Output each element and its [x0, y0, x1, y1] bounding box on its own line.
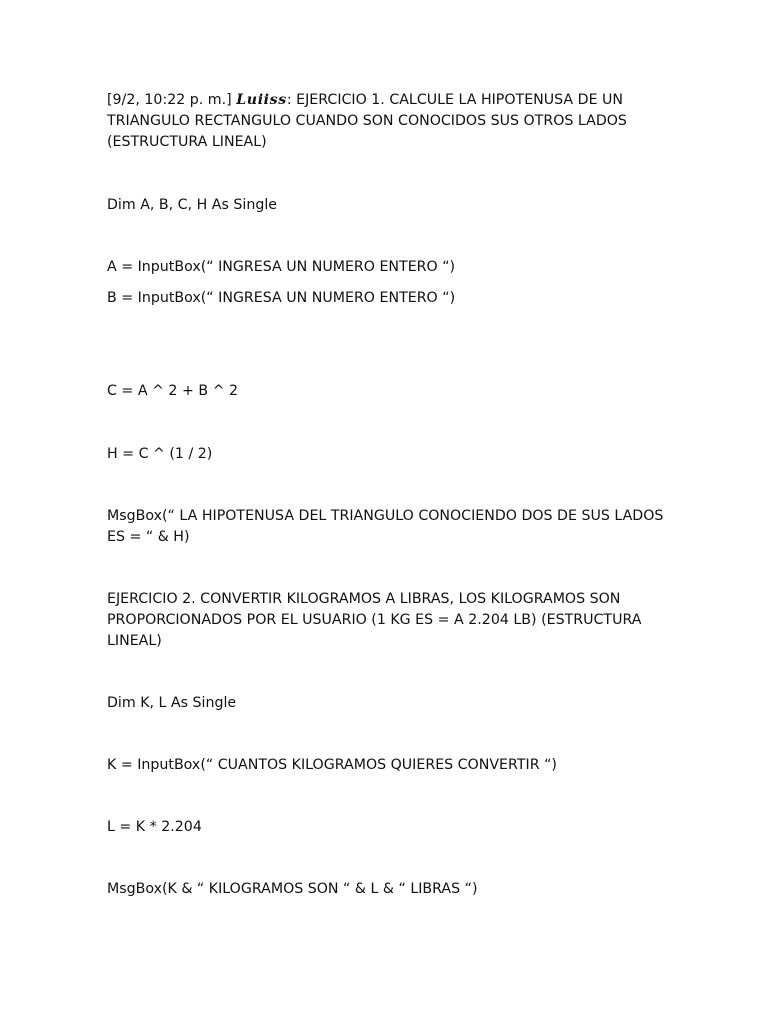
- exercise-2-title: EJERCICIO 2. CONVERTIR KILOGRAMOS A LIBRAS, LOS KILOGRAMOS SON PROPORCIONADOS POR EL USUARIO (1 KG ES = A 2.204 LB) (ESTRUCTURA LINEAL): [107, 591, 642, 649]
- message-timestamp: [9/2, 10:22 p. m.]: [107, 92, 232, 108]
- code-line-dim-kl: Dim K, L As Single: [107, 695, 237, 711]
- code-line-dim-abch: Dim A, B, C, H As Single: [107, 197, 278, 213]
- code-line-msgbox-hypotenuse: MsgBox(“ LA HIPOTENUSA DEL TRIANGULO CONOCIENDO DOS DE SUS LADOS ES = “ & H): [107, 508, 664, 545]
- author-separator: :: [286, 92, 292, 108]
- code-line-compute-l: L = K * 2.204: [107, 819, 202, 835]
- code-line-input-a: A = InputBox(“ INGRESA UN NUMERO ENTERO “): [107, 259, 456, 275]
- code-line-msgbox-pounds: MsgBox(K & “ KILOGRAMOS SON “ & L & “ LIBRAS “): [107, 881, 478, 897]
- code-line-input-k: K = InputBox(“ CUANTOS KILOGRAMOS QUIERES CONVERTIR “): [107, 757, 557, 773]
- header-paragraph: [107, 90, 677, 152]
- message-author: Luiiss: [236, 92, 287, 108]
- code-line-input-b: B = InputBox(“ INGRESA UN NUMERO ENTERO “): [107, 290, 456, 306]
- code-line-compute-h: H = C ^ (1 / 2): [107, 446, 213, 462]
- exercise-1-title: EJERCICIO 1. CALCULE LA HIPOTENUSA DE UN TRIANGULO RECTANGULO CUANDO SON CONOCIDOS SUS OTROS LADOS (ESTRUCTURA LINEAL): [107, 92, 627, 150]
- code-line-compute-c: C = A ^ 2 + B ^ 2: [107, 383, 239, 399]
